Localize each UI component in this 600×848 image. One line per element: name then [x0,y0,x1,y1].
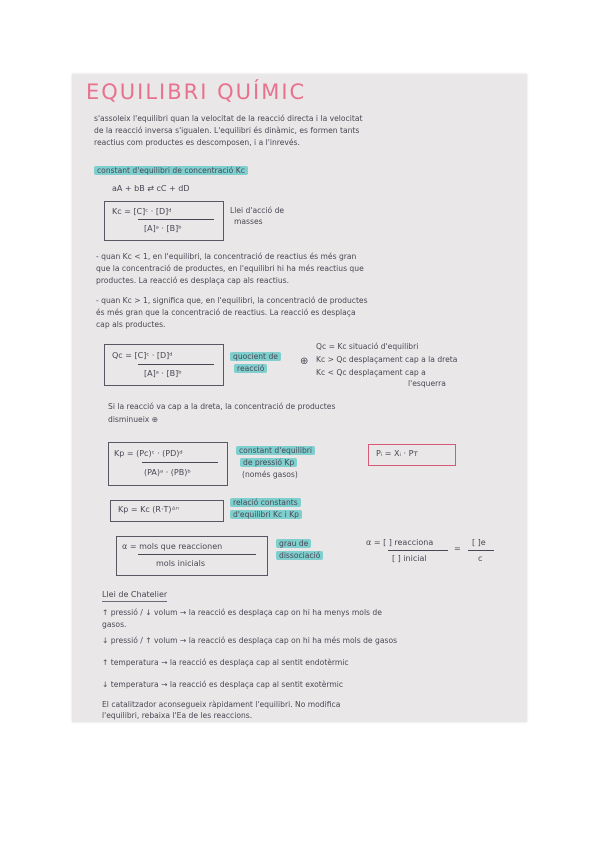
chatelier-item-2: ↓ pressió / ↑ volum → la reacció es desplaça cap on hi ha més mols de gasos [102,636,398,645]
alpha-fraction-line [138,554,256,555]
relation-formula: Kp = Kc (R·T)ᐞⁿ [118,505,180,514]
relation-label-2 [230,510,302,520]
kp-label-1-text: constant d'equilibri [236,446,315,455]
qc-label-1 [230,352,281,362]
relation-label-2-text: d'equilibri Kc i Kp [230,510,302,519]
kp-label-2-text: de pressió Kp [240,458,297,467]
qc-case-3-cont: l'esquerra [408,379,446,388]
qc-label-1-text: quocient de [230,352,281,361]
chatelier-item-1b: gasos. [102,620,127,629]
qc-case-1: Qc = Kc situació d'equilibri [316,342,419,351]
alpha-equals: = [454,544,461,553]
kc-note-3: productes. La reacció es desplaça cap als reactius. [96,276,289,285]
right-note-2: disminueix ⊕ [108,415,159,424]
alpha-formula-bottom: mols inicials [156,559,206,568]
kc-formula-bottom: [A]ᵃ · [B]ᵇ [144,224,182,233]
notebook-page [72,74,527,722]
kp-formula-bottom: (PA)ᵃ · (PB)ᵇ [144,468,191,477]
alpha-right-line [388,550,448,551]
chatelier-item-5b: l'equilibri, rebaixa l'Ea de les reaccions. [102,711,253,720]
kp-label-3: (només gasos) [242,470,298,479]
right-note-1: Si la reacció va cap a la dreta, la concentració de productes [108,402,336,411]
kp-fraction-line [142,462,218,463]
intro-line-1: s'assoleix l'equilibri quan la velocitat de la reacció directa i la velocitat [94,114,363,123]
alpha-frac-line [468,550,494,551]
alpha-label-2 [276,551,323,561]
alpha-right-bottom: [ ] inicial [392,554,427,563]
page-title: EQUILIBRI QUÍMIC [86,80,307,104]
kp-formula-top: Kp = (Pc)ᶜ · (PD)ᵈ [114,449,183,458]
kc-heading-text: constant d'equilibri de concentració Kc [94,166,248,175]
intro-line-3: reactius com productes es descomposen, i a l'inrevés. [94,138,300,147]
qc-case-3: Kc < Qc desplaçament cap a [316,368,426,377]
kc-note-1: - quan Kc < 1, en l'equilibri, la concentració de reactius és més gran [96,252,357,261]
qc-formula-top: Qc = [C]ᶜ · [D]ᵈ [112,351,173,360]
qc-label-2 [234,364,267,374]
kc-note-5: és més gran que la concentració de reactius. La reacció es desplaça [96,308,356,317]
alpha-frac-bottom: c [478,554,483,563]
law-label-2: masses [234,217,263,226]
alpha-right-top: α = [ ] reacciona [366,538,434,547]
alpha-label-1-text: grau de [276,539,311,548]
kc-formula-top: Kc = [C]ᶜ · [D]ᵈ [112,207,172,216]
kc-heading [94,166,248,176]
partial-pressure-formula: Pᵢ = Xᵢ · Pᴛ [376,449,419,458]
qc-label-2-text: reacció [234,364,267,373]
kc-note-6: cap als productes. [96,320,166,329]
alpha-label-1 [276,539,311,549]
circle-plus-icon: ⊕ [300,356,309,367]
chatelier-heading: Llei de Chatelier [102,590,167,602]
intro-line-2: de la reacció inversa s'igualen. L'equilibri és dinàmic, es formen tants [94,126,360,135]
chatelier-item-3: ↑ temperatura → la reacció es desplaça cap al sentit endotèrmic [102,658,349,667]
kc-note-2: que la concentració de productes, en l'equilibri hi ha més reactius que [96,264,364,273]
kc-note-4: - quan Kc > 1, significa que, en l'equilibri, la concentració de productes [96,296,368,305]
alpha-label-2-text: dissociació [276,551,323,560]
alpha-formula-top: α = mols que reaccionen [122,542,223,551]
qc-fraction-line [138,364,214,365]
qc-formula-bottom: [A]ᵃ · [B]ᵇ [144,369,182,378]
kp-label-1 [236,446,315,456]
alpha-frac-top: [ ]e [472,538,486,547]
chatelier-item-4: ↓ temperatura → la reacció es desplaça cap al sentit exotèrmic [102,680,344,689]
qc-case-2: Kc > Qc desplaçament cap a la dreta [316,355,458,364]
relation-label-1 [230,498,301,508]
kp-label-2 [240,458,297,468]
chatelier-item-1: ↑ pressió / ↓ volum → la reacció es desplaça cap on hi ha menys mols de [102,608,382,617]
reaction-equation: aA + bB ⇄ cC + dD [112,184,190,193]
chatelier-item-5: El catalitzador aconsegueix ràpidament l'equilibri. No modifica [102,700,341,709]
relation-label-1-text: relació constants [230,498,301,507]
law-label-1: Llei d'acció de [230,206,285,215]
kc-fraction-line [138,219,214,220]
